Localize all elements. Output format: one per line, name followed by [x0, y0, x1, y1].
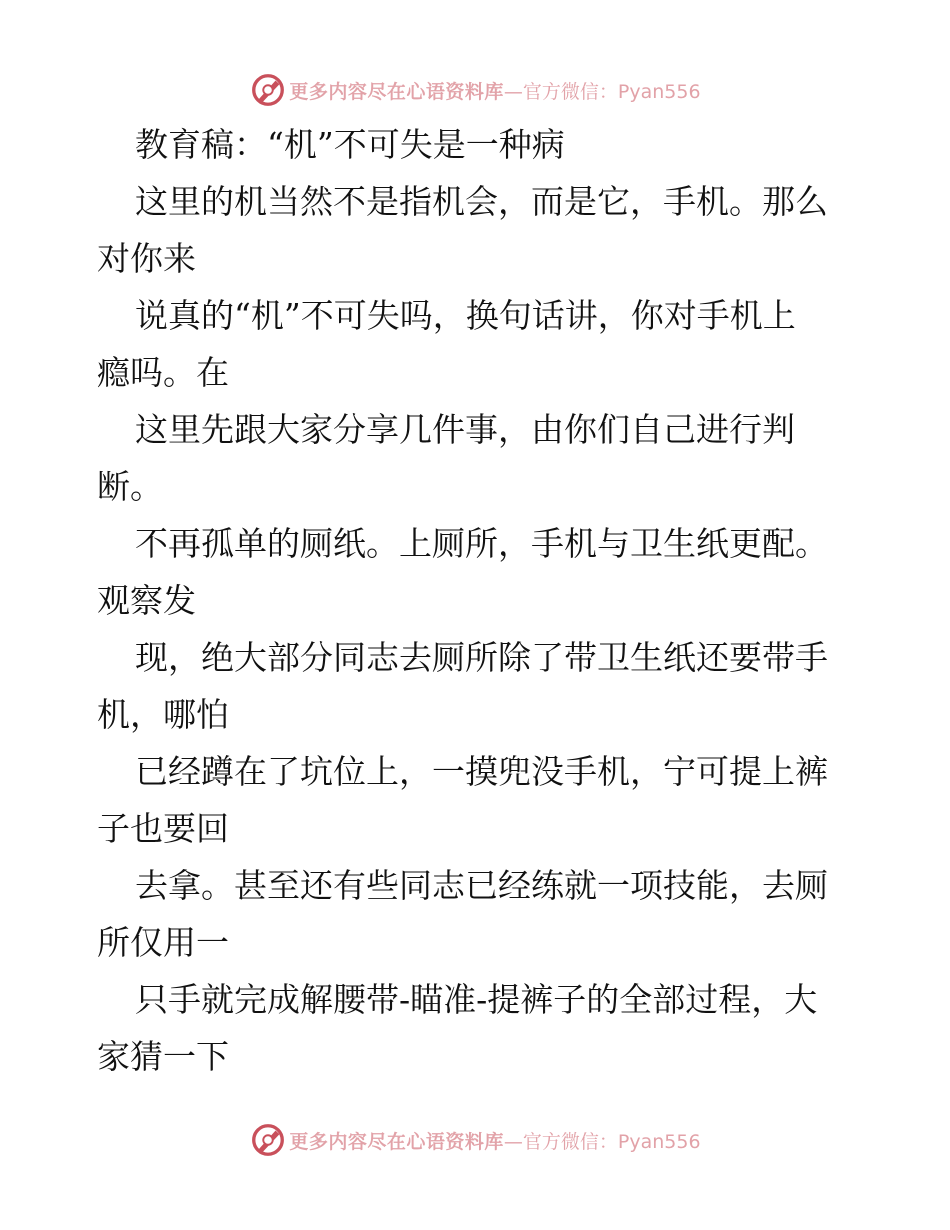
text-line: 断。: [97, 467, 163, 506]
banner-sub-text: —官方微信：Pyan556: [503, 80, 701, 103]
header-banner: [0, 70, 950, 110]
text-line: 这里先跟大家分享几件事，由你们自己进行判: [135, 410, 795, 449]
text-line: 已经蹲在了坑位上，一摸兜没手机，宁可提上裤: [135, 752, 828, 791]
text-line: 现，绝大部分同志去厕所除了带卫生纸还要带手: [135, 638, 828, 677]
text-line: 说真的“机”不可失吗，换句话讲，你对手机上: [135, 296, 796, 335]
text-line: 只手就完成解腰带-瞄准-提裤子的全部过程，大: [135, 980, 818, 1019]
text-line: 对你来: [97, 239, 196, 278]
text-line: 机，哪怕: [97, 695, 229, 734]
banner-sub-text: —官方微信：Pyan556: [503, 1130, 701, 1153]
footer-banner: [0, 1120, 950, 1160]
banner-main-text: 更多内容尽在心语资料库: [289, 80, 504, 103]
text-line: 这里的机当然不是指机会，而是它，手机。那么: [135, 182, 828, 221]
text-line: 观察发: [97, 581, 196, 620]
document-title: 教育稿：“机”不可失是一种病: [135, 125, 565, 164]
pen-seal-icon: [249, 1121, 287, 1159]
document-body: [97, 116, 857, 1085]
text-line: 不再孤单的厕纸。上厕所，手机与卫生纸更配。: [135, 524, 828, 563]
text-line: 瘾吗。在: [97, 353, 229, 392]
banner-main-text: 更多内容尽在心语资料库: [289, 1130, 504, 1153]
text-line: 去拿。甚至还有些同志已经练就一项技能，去厕: [135, 866, 828, 905]
text-line: 子也要回: [97, 809, 229, 848]
pen-seal-icon: [249, 71, 287, 109]
text-line: 家猜一下: [97, 1037, 229, 1076]
text-line: 所仅用一: [97, 923, 229, 962]
